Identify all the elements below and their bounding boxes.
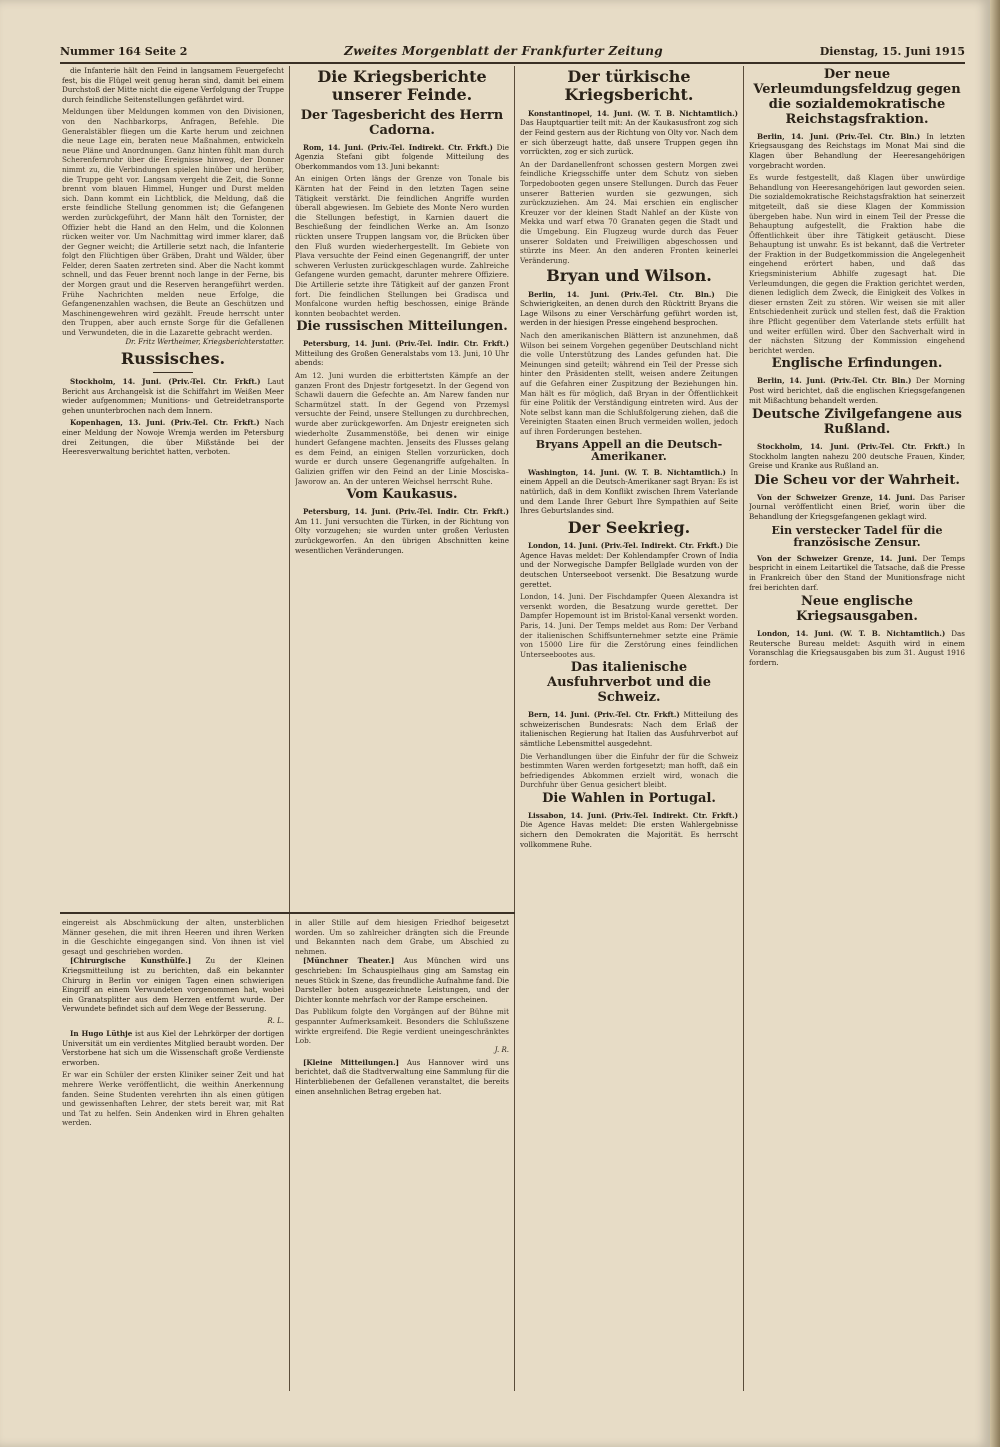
dateline: Stockholm, 14. Juni. (Priv.-Tel. Ctr. Frkft.) — [757, 442, 951, 451]
article-body: Das Publikum folgte den Vorgängen auf der Bühne mit gespannter Aufmerksamkeit. Besonders die Schlußszene wirkte ergreifend. Die Regie verdient uneingeschränktes Lob. — [295, 1007, 509, 1046]
article-headline: Englische Erfindungen. — [771, 356, 943, 372]
masthead: Zweites Morgenblatt der Frankfurter Zeitung — [344, 44, 663, 58]
section-headline: Russisches. — [120, 348, 226, 368]
dateline: Von der Schweizer Grenze, 14. Juni. — [757, 492, 916, 502]
news-item: London, 14. Juni. (W. T. B. Nichtamtlich.) Das Reutersche Bureau meldet: Asquith wird in einem Voranschlag die Kriegsausgaben bis zum 31. August 1916 fordern. — [749, 629, 965, 667]
news-item: Konstantinopel, 14. Juni. (W. T. B. Nichtamtlich.) Das Hauptquartier teilt mit: An der Kaukasusfront zog sich der Feind gestern aus der Richtung von Olty vor. Nach dem er sich überzeugt hatte, daß unsere Truppen gegen ihn vorrückten, zog er sich zurück. — [520, 108, 738, 157]
dateline: Rom, 14. Juni. (Priv.-Tel. Indirekt. Ctr. Frkft.) — [303, 142, 493, 152]
news-item: Von der Schweizer Grenze, 14. Juni. Der Temps bespricht in einem Leitartikel die Tatsache, daß die Presse in Frankreich über den Stand der Munitionsfrage nicht frei berichten darf. — [749, 553, 965, 592]
news-item: Berlin, 14. Juni. (Priv.-Tel. Ctr. Bln.) Der Morning Post wird berichtet, daß die englischen Kriegsgefangenen mit Mißachtung behandelt werden. — [749, 376, 965, 405]
article-body: Meldungen über Meldungen kommen von den Divisionen, von den Nachbarkorps, Anfragen, Befehle. Die Generalstäbler fliegen um die Karte herum und zeichnen die neue Lage ein, beraten neue Maßnahmen, entwickeln neue Pläne und Anordnungen. Ganz hinten fühlt man durch Scherenfernrohr über die Ereignisse hinweg, der Donner nimmt zu, die Verbindungen spielen hinüber und herüber, die Truppe geht vor. Langsam vergeht die Zeit, die Sonne brennt vom blauen Himmel, Hunger und Durst melden sich. Dann kommt ein Lichtblick, die Meldung, daß die erste feindliche Stellung genommen ist; die Gefangenen werden zurückgeführt, der Mann hält den Tornister, der Offizier hebt die Hand an den Helm, und die Kolonnen rücken weiter vor. Um Nachmittag wird immer klarer, daß der Gegner weicht; die Artillerie setzt nach, die Infanterie folgt den Flüchtigen über Gräben, Draht und Wälder, über Felder, deren Saaten zertreten sind. Aber die Nacht kommt schnell, und das Feuer brennt noch lange in der Ferne, bis der Morgen graut und die Reserven herangeführt werden. Frühe Nachrichten melden neue Erfolge, die Gefangenenzahlen wachsen, die Beute an Geschützen und Maschinengewehren wird gezählt. Freude herrscht unter den Truppen, aber auch ernste Sorge für die Gefallenen und Verwundeten, die in die Lazarette gebracht werden. — [62, 107, 284, 338]
dateline: London, 14. Juni. (Priv.-Tel. Indirekt. Ctr. Frkft.) — [528, 541, 724, 551]
item-heading: In Hugo Lüthje — [70, 1028, 133, 1038]
feuilleton-right — [295, 918, 509, 1388]
article-headline: Die Wahlen in Portugal. — [542, 790, 716, 806]
dateline: Kopenhagen, 13. Juni. (Priv.-Tel. Ctr. Frkft.) — [70, 418, 260, 428]
section-rule — [60, 912, 515, 914]
article-body: Am 12. Juni wurden die erbittertsten Kämpfe an der ganzen Front des Dnjestr fortgesetzt. In der Gegend von Schawli dauern die Gefechte an. Am Narew fanden nur Scharmützel statt. In der Gegend von Przemysl versuchte der Feind, unsere Stellungen zu durchbrechen, wurde aber zurückgeworfen. Am Dnjestr ereigneten sich wiederholte Zusammenstöße, bei denen wir einige hundert Gefangene machten. Jenseits des Flusses gelang es dem Feind, an einigen Stellen vorzurücken, doch wurde er durch unsere Gegenangriffe aufgehalten. In Galizien griffen wir den Feind an der Linie Mosciska–Jaworow an. An der unteren Weichsel herrscht Ruhe. — [295, 371, 509, 486]
issue-date: Dienstag, 15. Juni 1915 — [819, 44, 965, 58]
article-body: An der Dardanellenfront schossen gestern Morgen zwei feindliche Kriegsschiffe unter dem Schutz von sieben Torpedobooten gegen unsere Stellungen. Durch das Feuer unserer Batterien wurden sie gezwungen, sich zurückzuziehen. Am 24. Mai erschien ein englischer Kreuzer vor der kleinen Stadt Nahlef an der Küste von Mekka und warf etwa 70 Granaten gegen die Stadt und die Umgebung. Ein Flugzeug wurde durch das Feuer unserer Soldaten und Freiwilligen abgeschossen und stürzte ins Meer. An den anderen Fronten keinerlei Veränderung. — [520, 159, 738, 265]
article-body: in aller Stille auf dem hiesigen Friedhof beigesetzt worden. Um so zahlreicher drängten sich die Freunde und Bekannten nach dem Grabe, um Abschied zu nehmen. — [295, 918, 509, 956]
article-body: London, 14. Juni. Der Fischdampfer Queen Alexandra ist versenkt worden, die Besatzung wurde gerettet. Der Dampfer Hopemount ist im Bristol-Kanal versenkt worden. Paris, 14. Juni. Der Temps meldet aus Rom: Der Verband der italienischen Schiffsunternehmer setzte eine Prämie von 15000 Lire für die Zerstörung eines feindlichen Unterseebootes aus. — [520, 592, 738, 659]
article-subheadline: Vom Kaukasus. — [346, 487, 458, 503]
author-signature: Dr. Fritz Wertheimer, Kriegsberichterstatter. — [125, 337, 284, 346]
news-item: Von der Schweizer Grenze, 14. Juni. Das Pariser Journal veröffentlicht einen Brief, worin über die Behandlung der Kriegsgefangenen geklagt wird. — [749, 492, 965, 521]
news-item: London, 14. Juni. (Priv.-Tel. Indirekt. Ctr. Frkft.) Die Agence Havas meldet: Der Kohlendampfer Crown of India und der Norwegische Dampfer Bellglade wurden von der deutschen Unterseeboot versenkt. Die Besatzung wurde gerettet. — [520, 541, 738, 589]
article-headline: Der neue Verleumdungsfeldzug gegen die sozialdemokratische Reichstagsfraktion. — [753, 67, 961, 127]
news-item: Kopenhagen, 13. Juni. (Priv.-Tel. Ctr. Frkft.) Nach einer Meldung der Nowoje Wremja werden im Petersburg drei Zeitungen, die über Mißstände bei der Heeresverwaltung berichtet hatten, verboten. — [62, 418, 284, 457]
news-item: [Münchner Theater.] Aus München wird uns geschrieben: Im Schauspielhaus ging am Samstag ein neues Stück in Szene, das freundliche Aufnahme fand. Die Darsteller boten ausgezeichnete Leistungen, und der Dichter konnte mehrfach vor der Rampe erscheinen. — [295, 956, 509, 1004]
dateline: Petersburg, 14. Juni. (Priv.-Tel. Indir. Ctr. Frkft.) — [303, 507, 509, 517]
article-body: Es wurde festgestellt, daß Klagen über unwürdige Behandlung von Heeresangehörigen laut geworden seien. Die sozialdemokratische Reichstagsfraktion hat seinerzeit mitgeteilt, daß sie diese Klagen der Kommission übergeben habe. Nun wird in einem Teil der Presse die Behauptung aufgestellt, die Fraktion habe die Öffentlichkeit über ihre Tätigkeit getäuscht. Diese Behauptung ist unwahr. Es ist bekannt, daß die Vertreter der Fraktion in der Budgetkommission die Angelegenheit eingehend erörtert haben, und daß das Kriegsministerium Abhilfe zugesagt hat. Die Verleumdungen, die gegen die Fraktion gerichtet werden, dienen lediglich dem Zweck, die Einigkeit des Volkes in dieser ernsten Zeit zu stören. Wir weisen sie mit aller Entschiedenheit zurück und stellen fest, daß die Fraktion ihre Pflicht gegenüber dem Vaterlande stets erfüllt hat und weiter erfüllen wird. Über den Sachverhalt wird in der nächsten Sitzung der Kommission eingehend berichtet werden. — [749, 173, 965, 355]
dateline: Berlin, 14. Juni. (Priv.-Tel. Ctr. Bln.) — [528, 289, 715, 299]
item-heading: [Münchner Theater.] — [303, 956, 395, 966]
column-rule — [743, 66, 744, 1391]
news-item: Rom, 14. Juni. (Priv.-Tel. Indirekt. Ctr. Frkft.) Die Agenzia Stefani gibt folgende Mitteilung des Oberkommandos vom 13. Juni bekannt: — [295, 142, 509, 171]
dateline: Washington, 14. Juni. (W. T. B. Nichtamtlich.) — [528, 467, 726, 477]
article-headline: Der türkische Kriegsbericht. — [564, 67, 694, 105]
news-item: [Kleine Mitteilungen.] Aus Hannover wird uns berichtet, daß die Stadtverwaltung eine Sammlung für die Hinterbliebenen der Gefallenen veranstaltet, die bereits einen ansehnlichen Betrag ergeben hat. — [295, 1057, 509, 1096]
issue-number: Nummer 164 Seite 2 — [60, 44, 188, 58]
news-item: In Hugo Lüthje ist aus Kiel der Lehrkörper der dortigen Universität um ein verdientes Mitglied beraubt worden. Der Verstorbene hat sich um die Wissenschaft große Verdienste erworben. — [62, 1028, 284, 1067]
column-rule — [289, 66, 290, 1391]
article-headline: Neue englische Kriegsausgaben. — [796, 594, 918, 625]
article-headline: Bryan und Wilson. — [546, 266, 712, 286]
dateline: Berlin, 14. Juni. (Priv.-Tel. Ctr. Bln.) — [757, 131, 921, 141]
article-subheadline: Bryans Appell an die Deutsch-Amerikaner. — [535, 437, 723, 464]
news-item: Berlin, 14. Juni. (Priv.-Tel. Ctr. Bln.) Die Schwierigkeiten, an denen durch den Rücktritt Bryans die Lage Wilsons zu einer Verschärfung geführt worden ist, werden in der hiesigen Presse eingehend besprochen. — [520, 289, 738, 328]
article-headline: Das italienische Ausfuhrverbot und die Schweiz. — [547, 660, 711, 706]
article-body: eingereist als Abschmückung der alten, unsterblichen Männer gesehen, die mit ihren Heeren und ihren Werken in die Geschichte eingegangen sind. Von ihnen ist viel gesagt und geschrieben worden. — [62, 918, 284, 956]
dateline: Bern, 14. Juni. (Priv.-Tel. Ctr. Frkft.) — [528, 710, 680, 720]
column-rule — [514, 66, 515, 1391]
article-headline: Die Scheu vor der Wahrheit. — [754, 472, 960, 488]
article-headline: Deutsche Zivilgefangene aus Rußland. — [752, 407, 962, 438]
article-subheadline: Die russischen Mitteilungen. — [296, 319, 508, 335]
column-2 — [295, 66, 509, 908]
news-item: Petersburg, 14. Juni. (Priv.-Tel. Indir. Ctr. Frkft.) Mitteilung des Großen Generalstabs vom 13. Juni, 10 Uhr abends: — [295, 339, 509, 368]
dateline: Konstantinopel, 14. Juni. (W. T. B. Nichtamtlich.) — [528, 108, 738, 118]
dateline: Stockholm, 14. Juni. (Priv.-Tel. Ctr. Frkft.) — [70, 377, 261, 387]
news-item: Bern, 14. Juni. (Priv.-Tel. Ctr. Frkft.) Mitteilung des schweizerischen Bundesrats: Nach dem Erlaß der italienischen Regierung hat Italien das Ausfuhrverbot auf sämtliche Lebensmittel ausgedehnt. — [520, 710, 738, 748]
author-signature: J. R. — [494, 1045, 509, 1054]
item-heading: [Kleine Mitteilungen.] — [303, 1057, 400, 1067]
column-1 — [62, 66, 284, 908]
news-item: Stockholm, 14. Juni. (Priv.-Tel. Ctr. Frkft.) In Stockholm langten nahezu 200 deutsche Frauen, Kinder, Greise und Kranke aus Rußland an. — [749, 442, 965, 471]
article-body: Nach den amerikanischen Blättern ist anzunehmen, daß Wilson bei seinem Vorgehen gegenüber Deutschland nicht die volle Unterstützung des Landes gefunden hat. Die Meinungen sind geteilt; während ein Teil der Presse sich hinter den Präsidenten stellt, weisen andere Zeitungen auf die Gefahren einer Zuspitzung der Beziehungen hin. Man hält es für möglich, daß Bryan in der Öffentlichkeit für eine Politik der Verständigung eintreten wird. Aus der Note selbst kann man die Schlußfolgerung ziehen, daß die Vereinigten Staaten einen Bruch vermeiden wollen, jedoch auf ihren Forderungen bestehen. — [520, 331, 738, 436]
article-headline: Die Kriegsberichte unserer Feinde. — [317, 67, 487, 105]
dateline: London, 14. Juni. (W. T. B. Nichtamtlich.) — [757, 629, 946, 639]
dateline: Lissabon, 14. Juni. (Priv.-Tel. Indirekt. Ctr. Frkft.) — [528, 810, 738, 820]
article-body: An einigen Orten längs der Grenze von Tonale bis Kärnten hat der Feind in den letzten Tagen seine Tätigkeit verstärkt. Die feindlichen Angriffe wurden überall abgewiesen. Im Gebiete des Monte Nero wurden die Stellungen befestigt, in Karnien dauert die Beschießung der feindlichen Werke an. Am Isonzo rückten unsere Truppen langsam vor, die Brücken über den Fluß wurden wiederhergestellt. Im Gebiete von Plava versuchte der Feind einen Gegenangriff, der unter schweren Verlusten zurückgeschlagen wurde. Zahlreiche Gefangene wurden gemacht, darunter mehrere Offiziere. Die Artillerie setzte ihre Tätigkeit auf der ganzen Front fort. Die feindlichen Stellungen bei Gradisca und Monfalcone wurden heftig beschossen, einige Brände konnten beobachtet werden. — [295, 174, 509, 318]
page-header — [60, 40, 965, 64]
article-subheadline: Der Tagesbericht des Herrn Cadorna. — [300, 107, 504, 138]
column-4 — [749, 66, 965, 1386]
article-headline: Der Seekrieg. — [567, 517, 691, 537]
item-heading: [Chirurgische Kunsthülfe.] — [70, 956, 192, 966]
article-text: die Infanterie hält den Feind in langsamem Feuergefecht fest, bis die Flügel weit genug heran sind, damit bei einem Durchstoß der Mitte nicht die eigene Verfolgung der Truppe durch feindliche Seitenstellungen gefährdet wird. — [62, 66, 284, 104]
news-item: [Chirurgische Kunsthülfe.] Zu der Kleinen Kriegsmitteilung ist zu berichten, daß ein bekannter Chirurg in Berlin vor einigen Tagen einen schwierigen Eingriff an einem Verwundeten vorgenommen hat, wobei ein Granatsplitter aus dem Herzen entfernt wurde. Der Verwundete befindet sich auf dem Wege der Besserung. — [62, 956, 284, 1014]
dateline: Berlin, 14. Juni. (Priv.-Tel. Ctr. Bln.) — [757, 376, 912, 386]
news-item: Stockholm, 14. Juni. (Priv.-Tel. Ctr. Frkft.) Laut Bericht aus Archangelsk ist die Schiffahrt im Weißen Meer wieder aufgenommen; Munitions- und Getreidetransporte gehen ununterbrochen nach dem Innern. — [62, 377, 284, 415]
article-body: Die Verhandlungen über die Einfuhr der für die Schweiz bestimmten Waren werden fortgesetzt; man hofft, daß ein befriedigendes Abkommen erzielt wird, wonach die Durchfuhr über Genua gesichert bleibt. — [520, 751, 738, 790]
news-item: Petersburg, 14. Juni. (Priv.-Tel. Indir. Ctr. Frkft.) Am 11. Juni versuchten die Türken, in der Richtung von Olty vorzugehen; sie wurden unter großen Verlusten zurückgeworfen. An den übrigen Abschnitten keine wesentlichen Veränderungen. — [295, 507, 509, 555]
dateline: Petersburg, 14. Juni. (Priv.-Tel. Indir. Ctr. Frkft.) — [303, 339, 509, 349]
author-signature: R. L. — [267, 1016, 284, 1025]
news-item: Berlin, 14. Juni. (Priv.-Tel. Ctr. Bln.) In letzten Kriegsausgang des Reichstags im Monat Mai sind die Klagen über Behandlung der Heeresangehörigen vorgebracht worden. — [749, 131, 965, 170]
news-item: Washington, 14. Juni. (W. T. B. Nichtamtlich.) In einem Appell an die Deutsch-Amerikaner sagt Bryan: Es ist natürlich, daß in dem Konflikt zwischen Ihrem Vaterlande und dem Lande Ihrer Geburt Ihre Sympathien auf Seite Ihres Geburtslandes sind. — [520, 467, 738, 516]
dateline: Von der Schweizer Grenze, 14. Juni. — [757, 553, 917, 563]
news-item: Lissabon, 14. Juni. (Priv.-Tel. Indirekt. Ctr. Frkft.) Die Agence Havas meldet: Die ersten Wahlergebnisse sichern den Demokraten die Majorität. Es herrscht vollkommene Ruhe. — [520, 810, 738, 849]
book-spine — [990, 0, 1000, 1447]
article-headline: Ein verstecker Tadel für die französische Zensur. — [771, 523, 943, 550]
divider — [153, 372, 193, 373]
column-3 — [520, 66, 738, 1386]
feuilleton-left — [62, 918, 284, 1388]
article-body: Er war ein Schüler der ersten Kliniker seiner Zeit und hat mehrere Werke veröffentlicht, die weithin Anerkennung fanden. Seine Studenten verehrten ihn als einen gütigen und gewissenhaften Lehrer, der stets bereit war, mit Rat und Tat zu helfen. Sein Andenken wird in Ehren gehalten werden. — [62, 1070, 284, 1128]
